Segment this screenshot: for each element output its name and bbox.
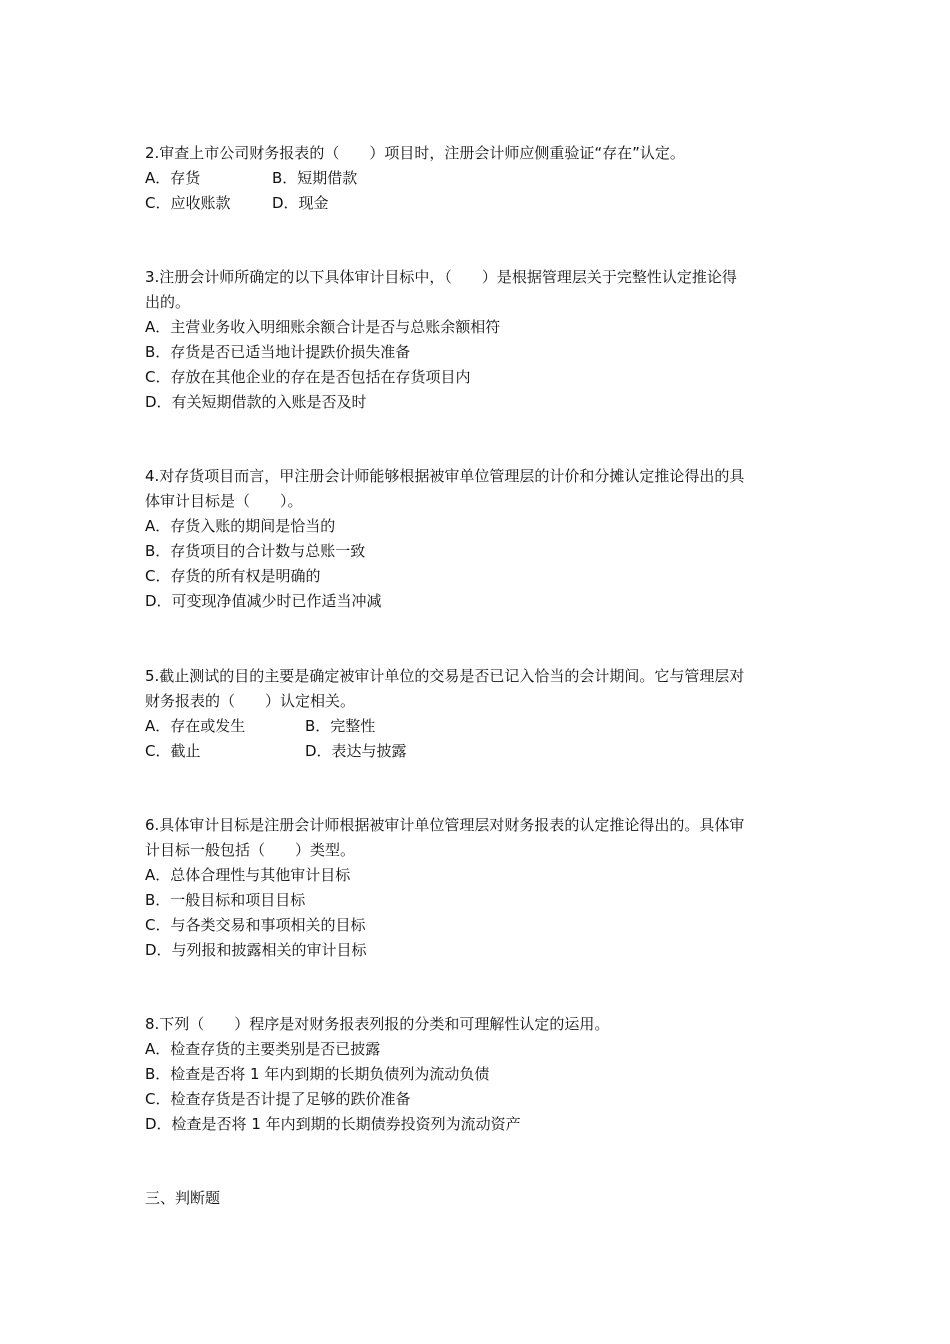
question-8-option-a: A．检查存货的主要类别是否已披露 bbox=[145, 1040, 381, 1058]
question-5-option-c: C．截止 bbox=[145, 742, 201, 760]
question-3-option-c: C．存放在其他企业的存在是否包括在存货项目内 bbox=[145, 368, 471, 386]
question-5-option-d: D．表达与披露 bbox=[305, 742, 407, 760]
question-4-stem-line-1: 4.对存货项目而言，甲注册会计师能够根据被审单位管理层的计价和分摊认定推论得出的具 bbox=[145, 467, 745, 485]
question-5-option-b: B．完整性 bbox=[305, 717, 376, 735]
question-6-stem-line-1: 6.具体审计目标是注册会计师根据被审计单位管理层对财务报表的认定推论得出的。具体审 bbox=[145, 816, 745, 834]
question-3-option-a: A．主营业务收入明细账余额合计是否与总账余额相符 bbox=[145, 318, 501, 336]
question-6-option-d: D．与列报和披露相关的审计目标 bbox=[145, 941, 367, 959]
question-6-stem-line-2: 计目标一般包括（ ）类型。 bbox=[145, 841, 356, 859]
question-2-option-b: B．短期借款 bbox=[272, 169, 358, 187]
section-heading-judgment: 三、判断题 bbox=[145, 1189, 221, 1207]
question-8-stem: 8.下列（ ）程序是对财务报表列报的分类和可理解性认定的运用。 bbox=[145, 1015, 610, 1033]
question-4-option-a: A．存货入账的期间是恰当的 bbox=[145, 517, 336, 535]
question-2-option-d: D．现金 bbox=[272, 194, 329, 212]
question-5-stem-line-2: 财务报表的（ ）认定相关。 bbox=[145, 692, 356, 710]
question-2-option-a: A．存货 bbox=[145, 169, 201, 187]
question-4-stem-line-2: 体审计目标是（ ）。 bbox=[145, 492, 303, 510]
question-3-option-d: D．有关短期借款的入账是否及时 bbox=[145, 393, 367, 411]
question-4-option-c: C．存货的所有权是明确的 bbox=[145, 567, 321, 585]
question-3-stem-line-1: 3.注册会计师所确定的以下具体审计目标中，（ ）是根据管理层关于完整性认定推论得 bbox=[145, 268, 737, 286]
question-2-option-c: C．应收账款 bbox=[145, 194, 231, 212]
question-8-option-b: B．检查是否将 1 年内到期的长期负债列为流动负债 bbox=[145, 1065, 490, 1083]
question-8-option-d: D．检查是否将 1 年内到期的长期债券投资列为流动资产 bbox=[145, 1115, 521, 1133]
question-3-option-b: B．存货是否已适当地计提跌价损失准备 bbox=[145, 343, 411, 361]
question-5-stem-line-1: 5.截止测试的目的主要是确定被审计单位的交易是否已记入恰当的会计期间。它与管理层对 bbox=[145, 667, 745, 685]
question-8-option-c: C．检查存货是否计提了足够的跌价准备 bbox=[145, 1090, 411, 1108]
question-5-option-a: A．存在或发生 bbox=[145, 717, 246, 735]
question-6-option-b: B．一般目标和项目目标 bbox=[145, 891, 306, 909]
question-6-option-c: C．与各类交易和事项相关的目标 bbox=[145, 916, 366, 934]
question-4-option-d: D．可变现净值减少时已作适当冲减 bbox=[145, 592, 382, 610]
question-3-stem-line-2: 出的。 bbox=[145, 293, 191, 311]
question-6-option-a: A．总体合理性与其他审计目标 bbox=[145, 866, 351, 884]
question-4-option-b: B．存货项目的合计数与总账一致 bbox=[145, 542, 366, 560]
question-2-stem: 2.审查上市公司财务报表的（ ）项目时，注册会计师应侧重验证“存在”认定。 bbox=[145, 144, 685, 162]
